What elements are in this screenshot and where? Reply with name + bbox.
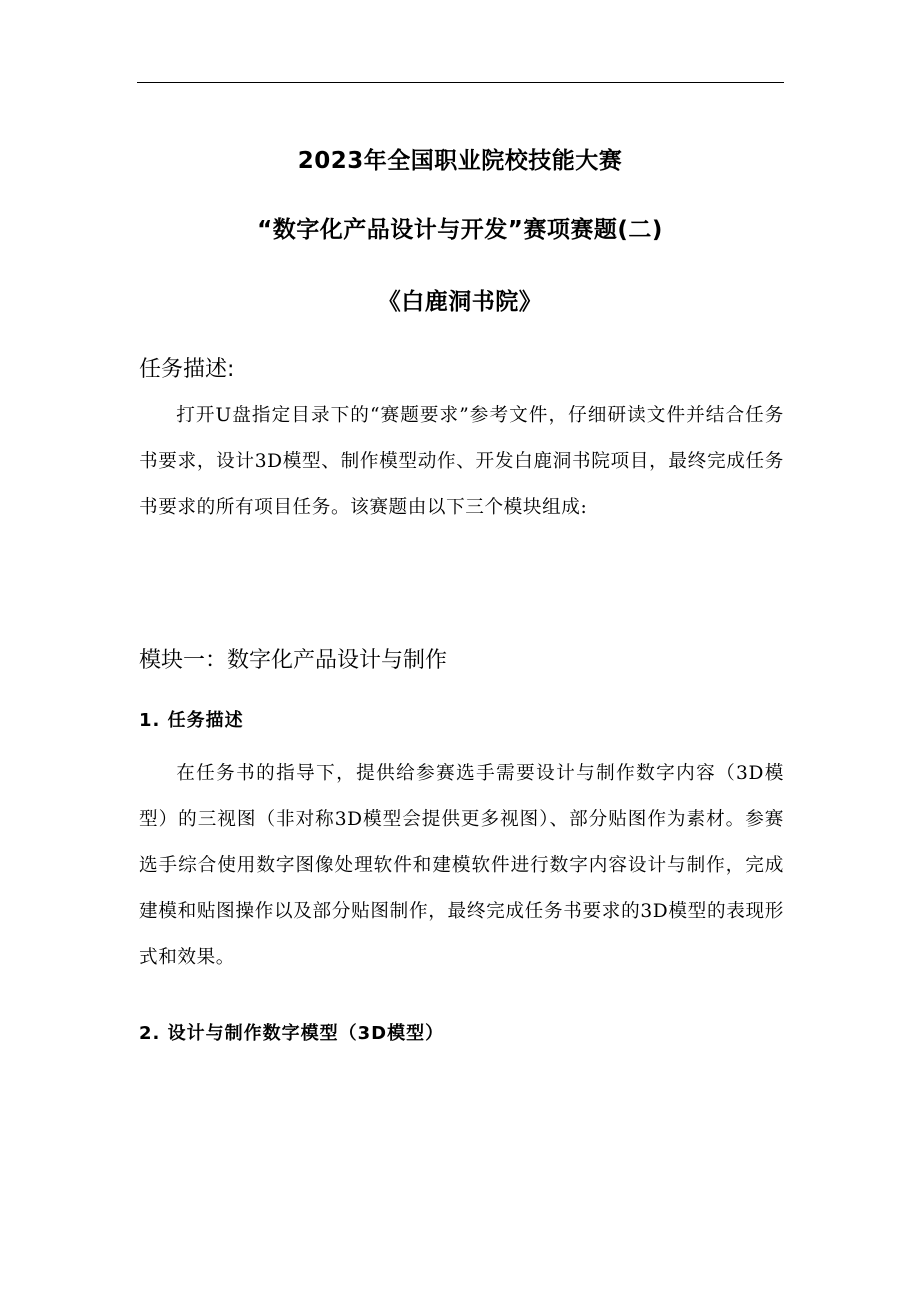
- task-description-heading: 任务描述:: [139, 357, 235, 382]
- section-1-paragraph: 在任务书的指导下，提供给参赛选手需要设计与制作数字内容（3D模型）的三视图（非对称3D模型会提供更多视图）、部分贴图作为素材。参赛选手综合使用数字图像处理软件和建模软件进行数字内容设计与制作，完成建模和贴图操作以及部分贴图制作，最终完成任务书要求的3D模型的表现形式和效果。: [139, 763, 784, 968]
- title-competition: 2023年全国职业院校技能大赛: [297, 148, 623, 174]
- module-one-heading: 模块一：数字化产品设计与制作: [139, 648, 448, 673]
- title-event: “数字化产品设计与开发”赛项赛题(二): [257, 217, 663, 243]
- task-description-paragraph: 打开U盘指定目录下的“赛题要求”参考文件，仔细研读文件并结合任务书要求，设计3D模型、制作模型动作、开发白鹿洞书院项目，最终完成任务书要求的所有项目任务。该赛题由以下三个模块组成:: [139, 405, 784, 518]
- title-project: 《白鹿洞书院》: [377, 289, 543, 315]
- section-1-heading: 1. 任务描述: [139, 710, 244, 731]
- section-2-heading: 2. 设计与制作数字模型（3D模型）: [139, 1023, 445, 1044]
- header-rule: [137, 82, 784, 83]
